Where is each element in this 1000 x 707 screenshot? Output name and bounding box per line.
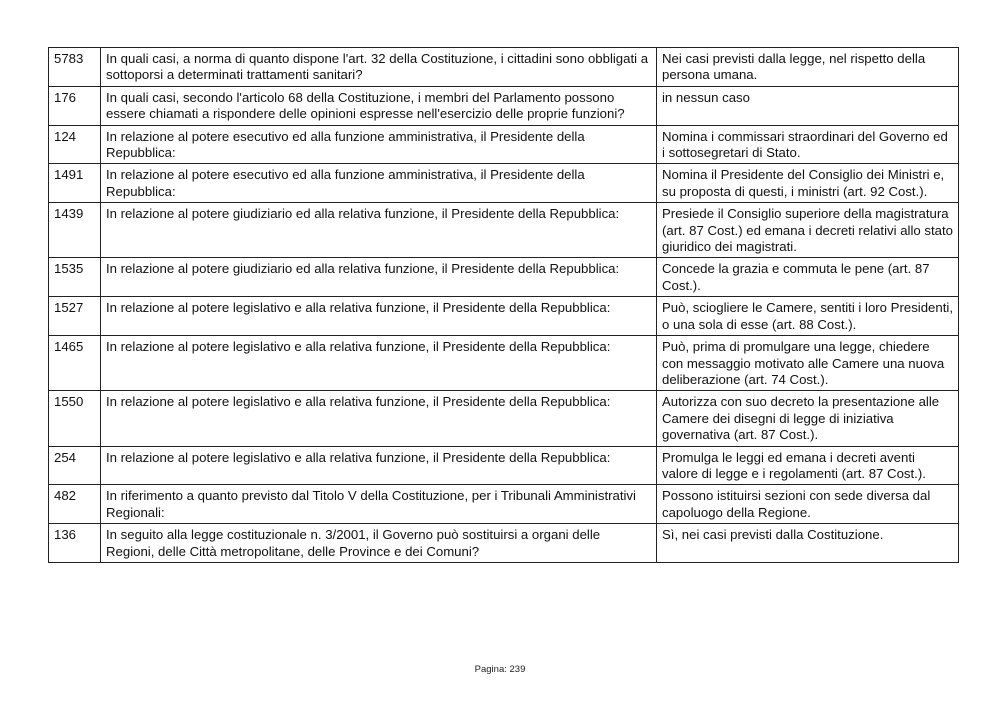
table-row (49, 203, 959, 258)
row-question: In relazione al potere giudiziario ed alla relativa funzione, il Presidente della Repubblica: (101, 203, 657, 258)
row-answer: Possono istituirsi sezioni con sede diversa dal capoluogo della Regione. (657, 485, 959, 524)
table-row (49, 391, 959, 446)
row-question: In riferimento a quanto previsto dal Titolo V della Costituzione, per i Tribunali Amministrativi Regionali: (101, 485, 657, 524)
row-id: 254 (49, 446, 101, 485)
row-answer: Nei casi previsti dalla legge, nel rispetto della persona umana. (657, 48, 959, 87)
row-answer: Può, sciogliere le Camere, sentiti i loro Presidenti, o una sola di esse (art. 88 Cost.). (657, 297, 959, 336)
row-question: In relazione al potere legislativo e alla relativa funzione, il Presidente della Repubblica: (101, 446, 657, 485)
row-id: 1550 (49, 391, 101, 446)
row-answer: Sì, nei casi previsti dalla Costituzione. (657, 524, 959, 563)
row-question: In quali casi, a norma di quanto dispone l'art. 32 della Costituzione, i cittadini sono obbligati a sottoporsi a determinati trattamenti sanitari? (101, 48, 657, 87)
row-question: In relazione al potere esecutivo ed alla funzione amministrativa, il Presidente della Repubblica: (101, 164, 657, 203)
row-question: In seguito alla legge costituzionale n. 3/2001, il Governo può sostituirsi a organi delle Regioni, delle Città metropolitane, delle Province e dei Comuni? (101, 524, 657, 563)
row-question: In quali casi, secondo l'articolo 68 della Costituzione, i membri del Parlamento possono essere chiamati a rispondere delle opinioni espresse nell'esercizio delle proprie funzioni? (101, 86, 657, 125)
row-answer: Può, prima di promulgare una legge, chiedere con messaggio motivato alle Camere una nuova deliberazione (art. 74 Cost.). (657, 336, 959, 391)
row-id: 1439 (49, 203, 101, 258)
row-id: 1527 (49, 297, 101, 336)
table-row (49, 48, 959, 87)
row-id: 5783 (49, 48, 101, 87)
row-answer: Nomina i commissari straordinari del Governo ed i sottosegretari di Stato. (657, 125, 959, 164)
page-number: Pagina: 239 (474, 664, 526, 675)
table-row (49, 524, 959, 563)
row-answer: Concede la grazia e commuta le pene (art. 87 Cost.). (657, 258, 959, 297)
row-question: In relazione al potere giudiziario ed alla relativa funzione, il Presidente della Repubblica: (101, 258, 657, 297)
row-question: In relazione al potere esecutivo ed alla funzione amministrativa, il Presidente della Repubblica: (101, 125, 657, 164)
row-answer: Autorizza con suo decreto la presentazione alle Camere dei disegni di legge di iniziativa governativa (art. 87 Cost.). (657, 391, 959, 446)
table-row (49, 336, 959, 391)
row-id: 124 (49, 125, 101, 164)
table-row (49, 297, 959, 336)
table-row (49, 258, 959, 297)
row-answer: in nessun caso (657, 86, 959, 125)
row-id: 1535 (49, 258, 101, 297)
row-answer: Nomina il Presidente del Consiglio dei Ministri e, su proposta di questi, i ministri (art. 92 Cost.). (657, 164, 959, 203)
table-row (49, 485, 959, 524)
row-answer: Promulga le leggi ed emana i decreti aventi valore di legge e i regolamenti (art. 87 Cost.). (657, 446, 959, 485)
table-row (49, 86, 959, 125)
row-id: 1491 (49, 164, 101, 203)
questions-table (48, 47, 959, 563)
row-id: 1465 (49, 336, 101, 391)
row-id: 136 (49, 524, 101, 563)
row-question: In relazione al potere legislativo e alla relativa funzione, il Presidente della Repubblica: (101, 297, 657, 336)
table-row (49, 164, 959, 203)
row-question: In relazione al potere legislativo e alla relativa funzione, il Presidente della Repubblica: (101, 336, 657, 391)
row-id: 482 (49, 485, 101, 524)
row-id: 176 (49, 86, 101, 125)
row-answer: Presiede il Consiglio superiore della magistratura (art. 87 Cost.) ed emana i decreti relativi allo stato giuridico dei magistrati. (657, 203, 959, 258)
row-question: In relazione al potere legislativo e alla relativa funzione, il Presidente della Repubblica: (101, 391, 657, 446)
table-row (49, 125, 959, 164)
table-row (49, 446, 959, 485)
